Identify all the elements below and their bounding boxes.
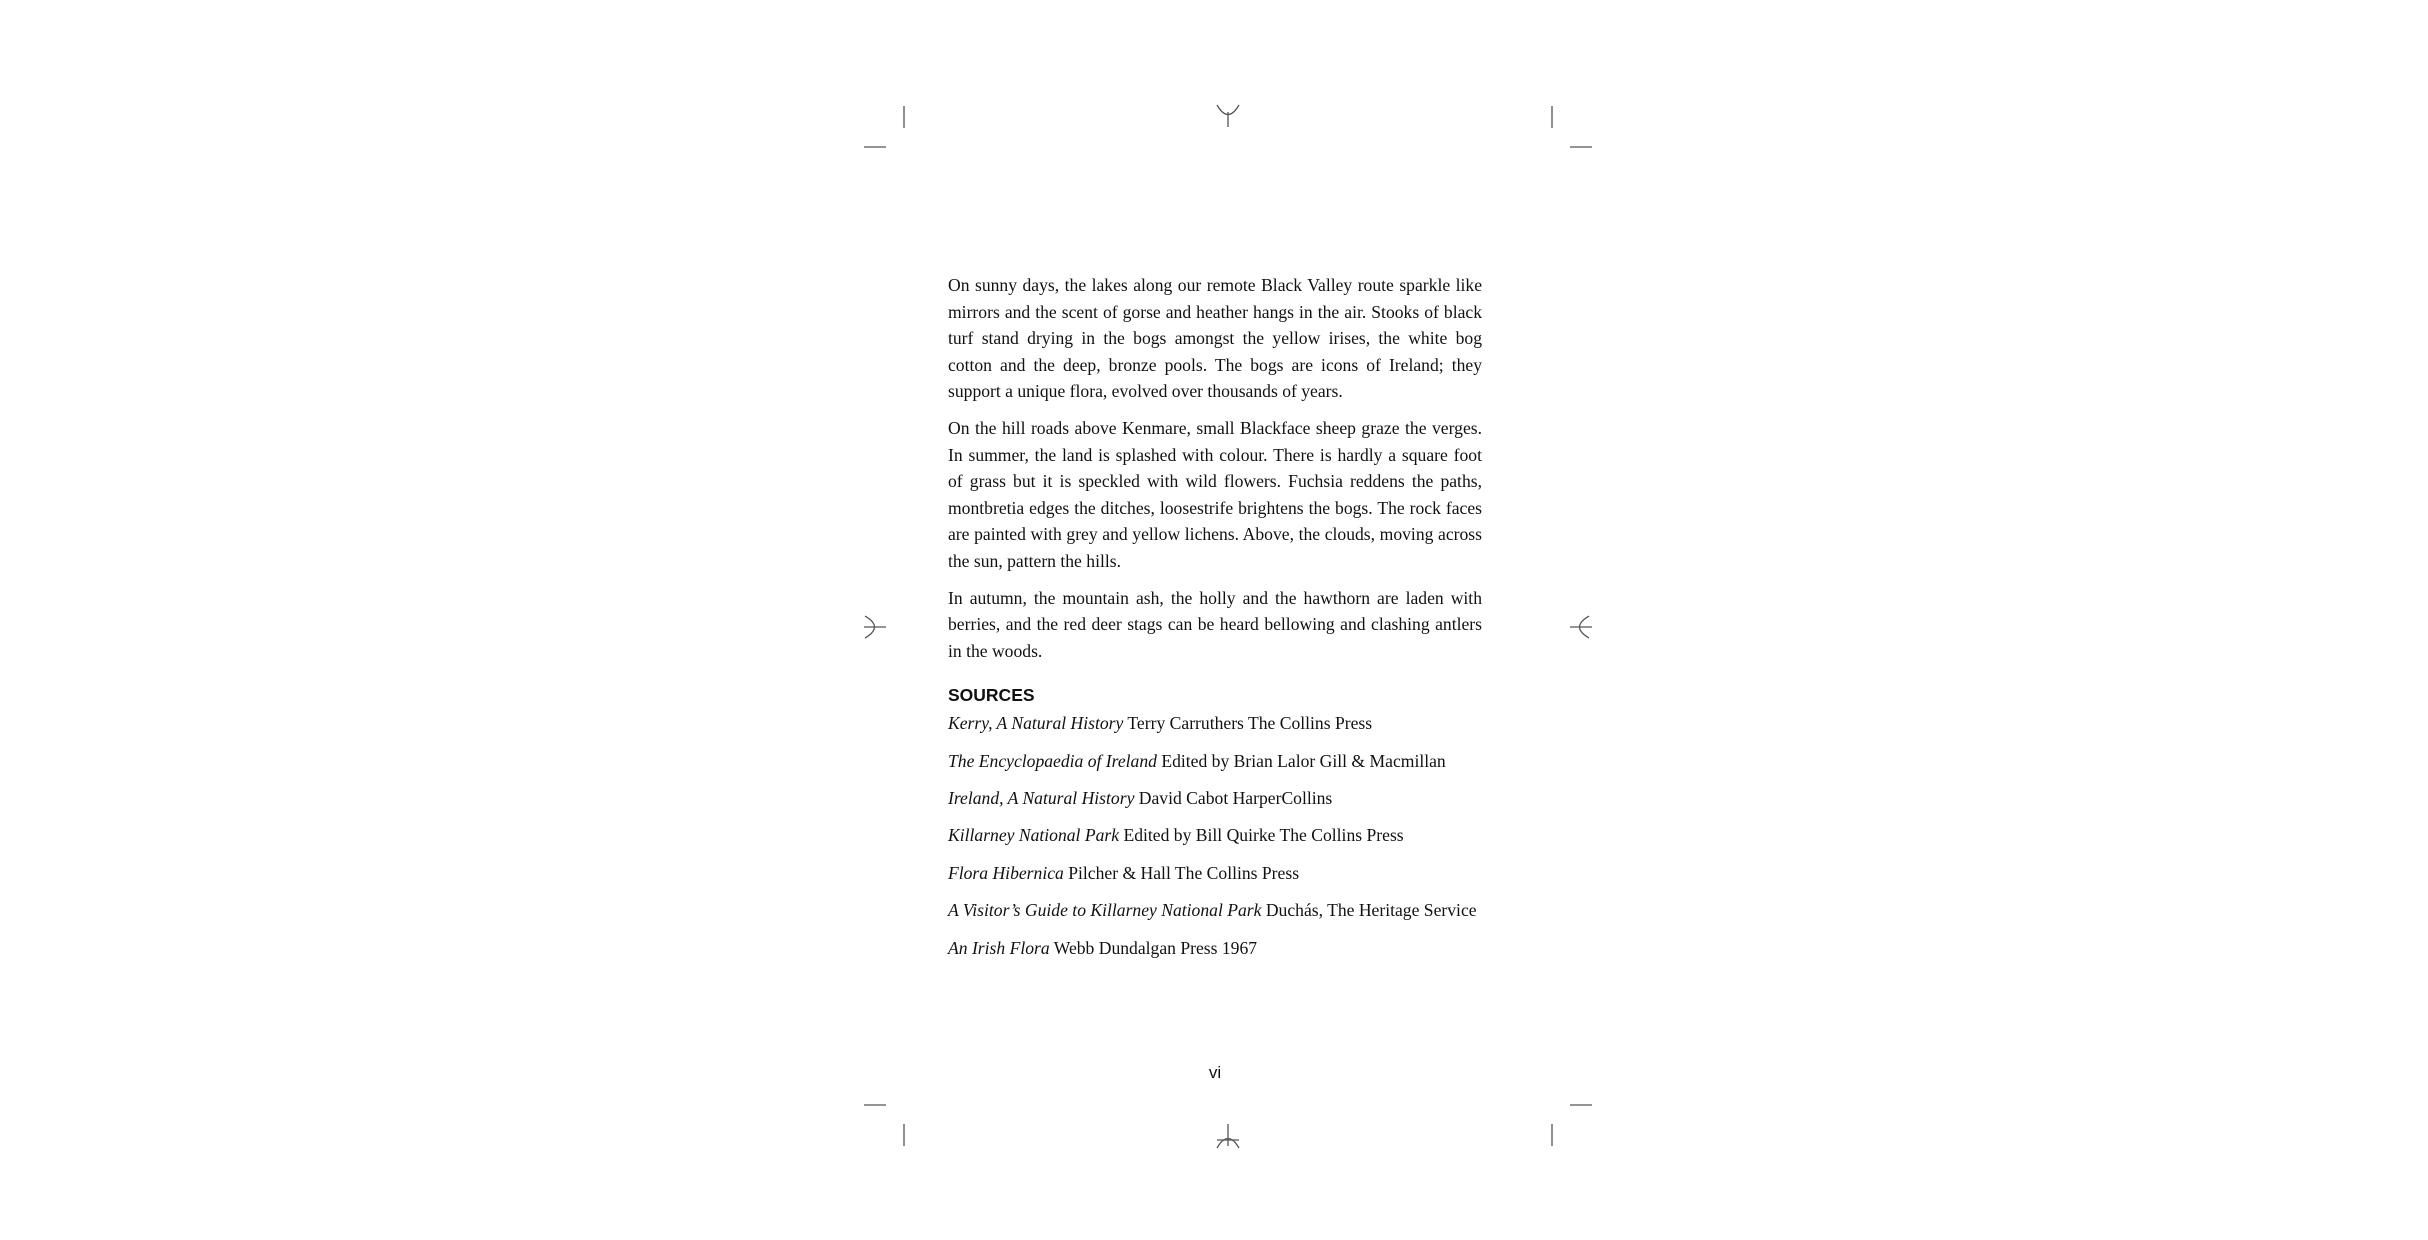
source-title: Kerry, A Natural History: [948, 713, 1124, 734]
source-item: [948, 748, 1482, 774]
crop-mark-bottom-left: [864, 1105, 904, 1146]
source-title: The Encyclopaedia of Ireland: [948, 750, 1157, 771]
source-item: [948, 897, 1482, 923]
source-title: Ireland, A Natural History: [948, 788, 1135, 809]
sources-heading: SOURCES: [948, 685, 1035, 706]
crop-mark-bottom-right: [1552, 1105, 1592, 1146]
source-details: Webb Dundalgan Press 1967: [1053, 937, 1258, 958]
registration-mark-left: [864, 616, 886, 638]
source-details: Pilcher & Hall The Collins Press: [1068, 862, 1300, 883]
body-paragraph-1: On sunny days, the lakes along our remote Black Valley route sparkle like mirrors and the scent of gorse and heather hangs in the air. Stooks of black turf stand drying in the bogs amongst the yellow irises, the white bog cotton and the deep, bronze pools. The bogs are icons of Ireland; they support a unique flora, evolved over thousands of years.: [948, 275, 1482, 402]
source-title: A Visitor’s Guide to Killarney National Park: [948, 900, 1262, 921]
source-details: David Cabot HarperCollins: [1138, 788, 1333, 809]
source-details: Duchás, The Heritage Service: [1265, 900, 1477, 921]
source-item: [948, 935, 1482, 961]
source-item: [948, 785, 1482, 811]
source-title: An Irish Flora: [948, 937, 1050, 958]
body-paragraph-3: In autumn, the mountain ash, the holly and the hawthorn are laden with berries, and the red deer stags can be heard bellowing and clashing antlers in the woods.: [948, 587, 1482, 661]
registration-mark-right: [1570, 616, 1592, 638]
source-title: Flora Hibernica: [948, 862, 1064, 883]
main-text-block: [948, 272, 1482, 972]
source-details: Terry Carruthers The Collins Press: [1127, 713, 1373, 734]
source-item: [948, 822, 1482, 848]
body-paragraph-2: On the hill roads above Kenmare, small Blackface sheep graze the verges. In summer, the land is splashed with colour. There is hardly a square foot of grass but it is speckled with wild flowers. Fuchsia reddens the paths, montbretia edges the ditches, loosestrife brightens the bogs. The rock faces are painted with grey and yellow lichens. Above, the clouds, moving across the sun, pattern the hills.: [948, 417, 1482, 571]
source-details: Edited by Bill Quirke The Collins Press: [1123, 825, 1404, 846]
page-number: vi: [1208, 1063, 1222, 1082]
registration-mark-bottom: [1217, 1124, 1239, 1148]
sources-list: [948, 710, 1482, 960]
crop-mark-top-right: [1552, 106, 1592, 147]
registration-mark-top: [1217, 105, 1239, 127]
source-item: [948, 860, 1482, 886]
crop-mark-top-left: [864, 106, 904, 147]
source-title: Killarney National Park: [948, 825, 1120, 846]
source-item: [948, 710, 1482, 736]
source-details: Edited by Brian Lalor Gill & Macmillan: [1161, 750, 1446, 771]
